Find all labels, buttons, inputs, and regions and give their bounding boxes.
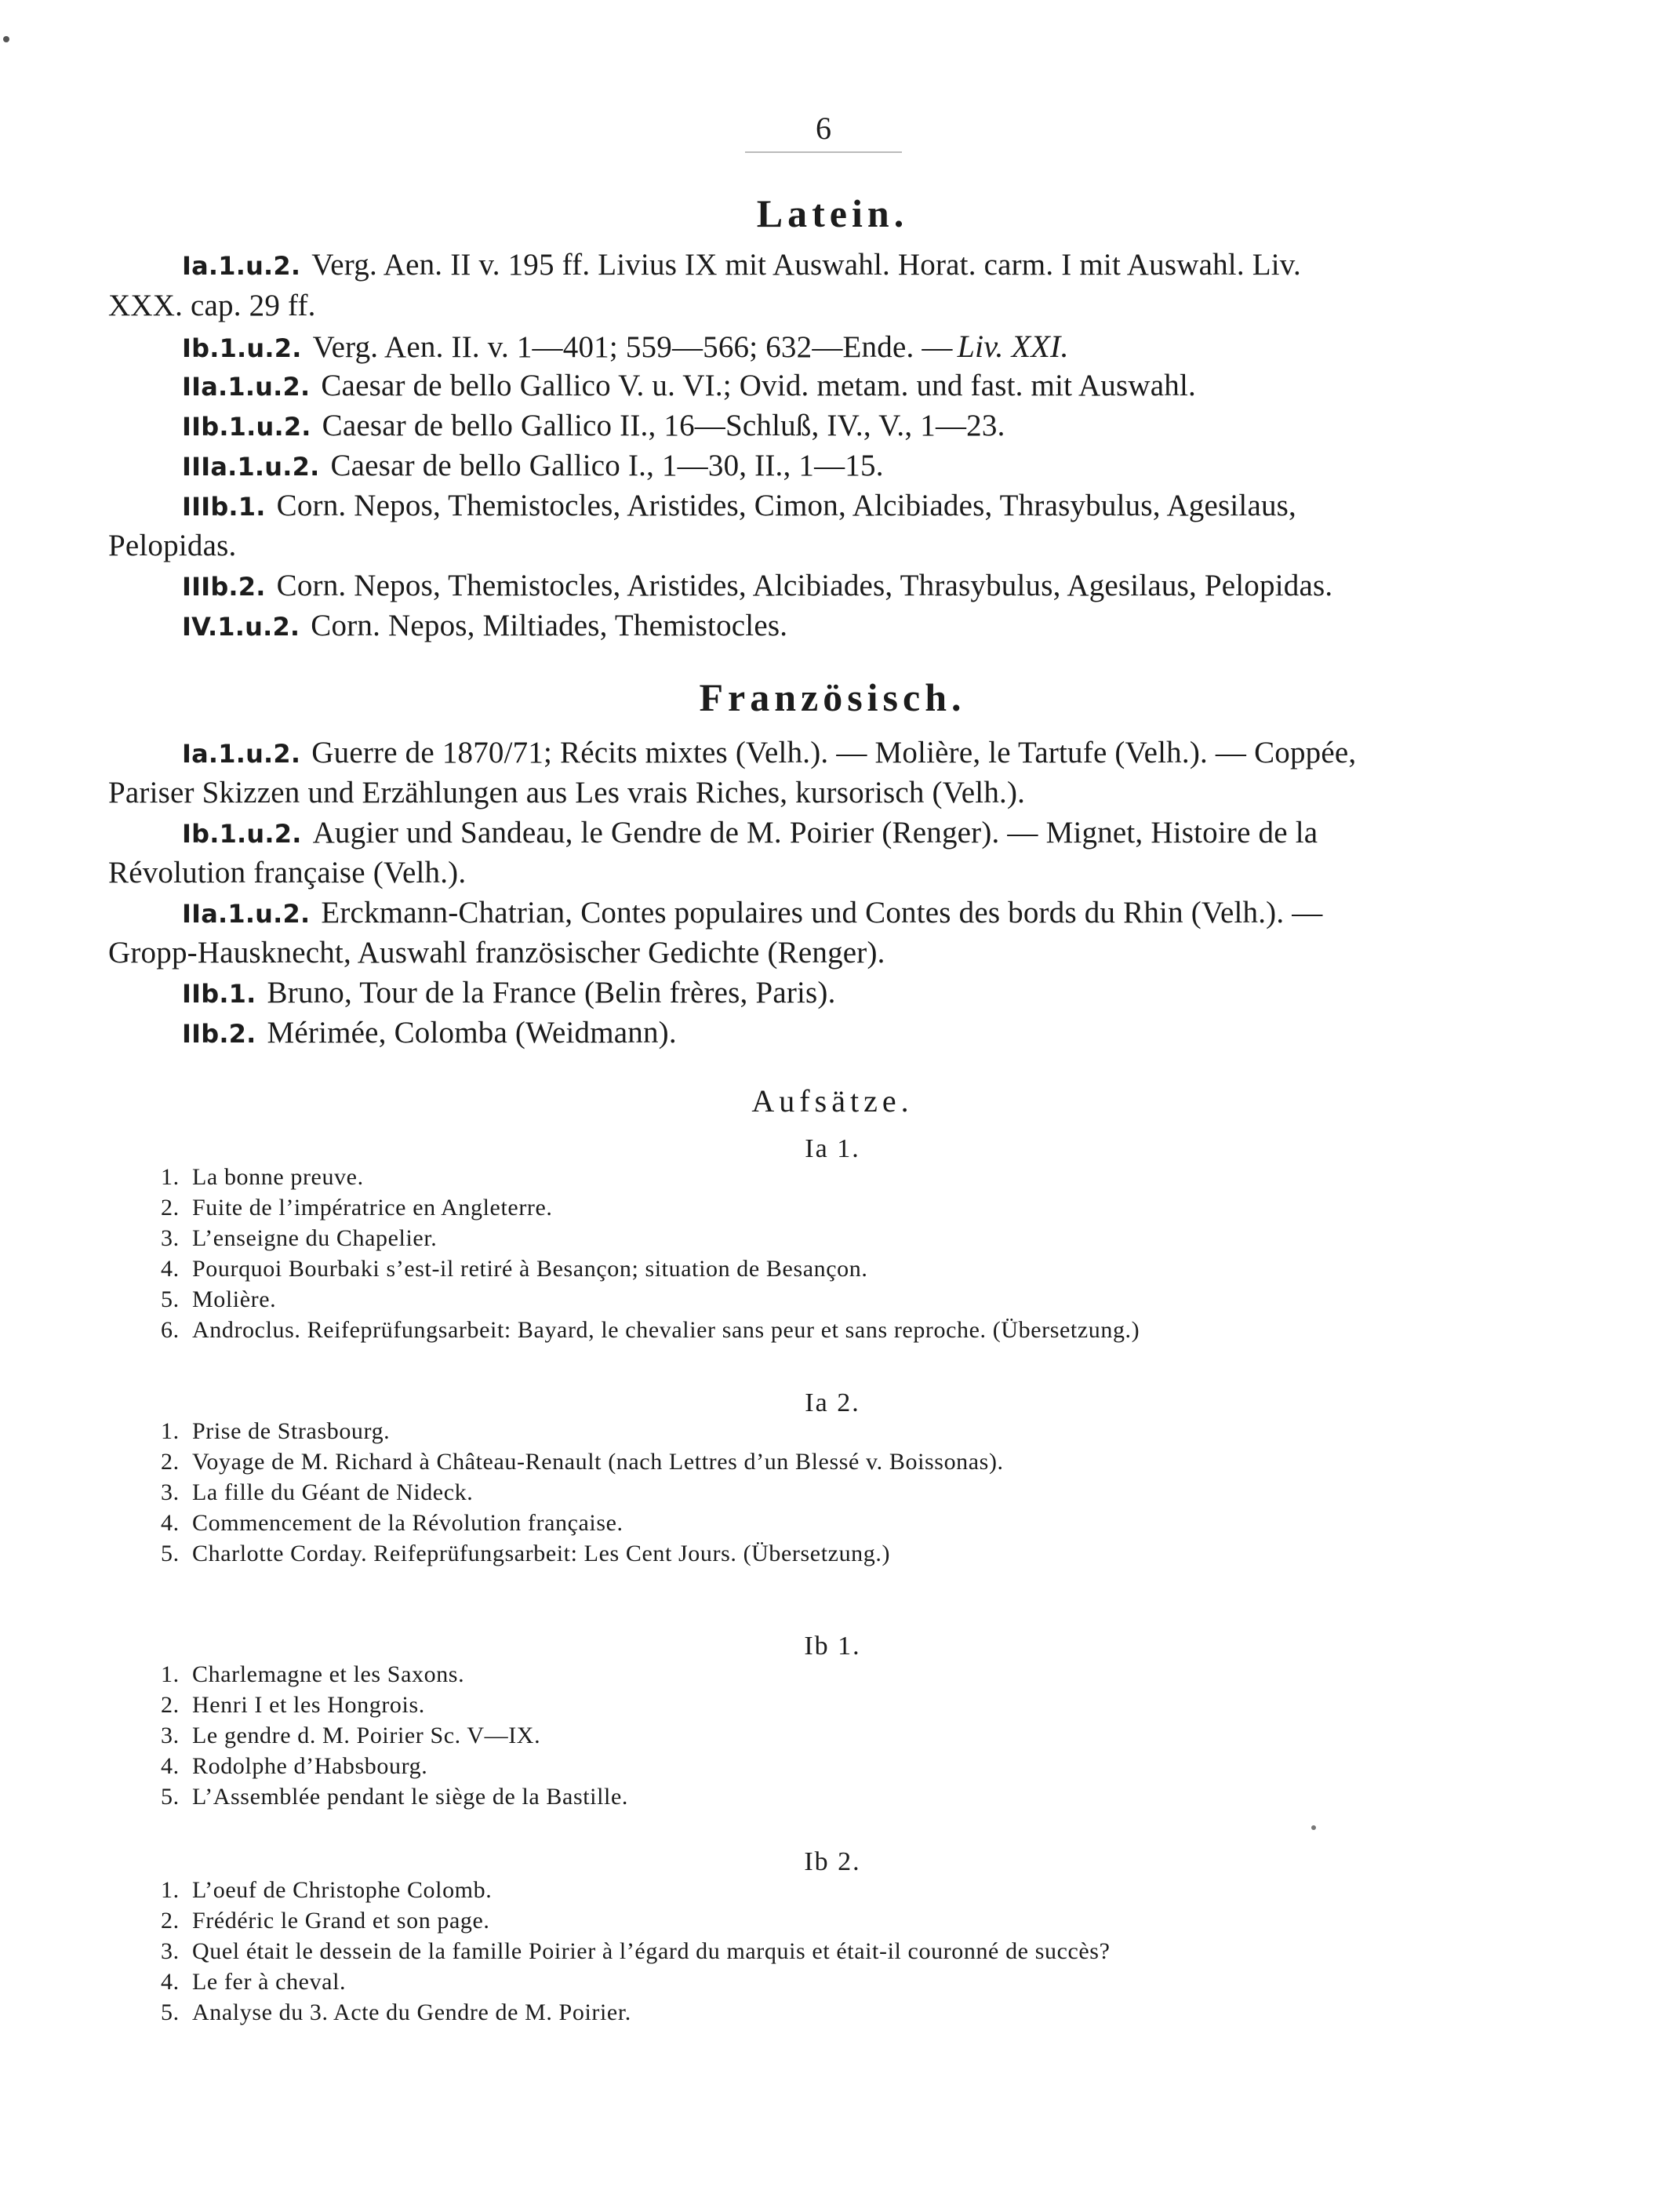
line-text: Caesar de bello Gallico V. u. VI.; Ovid. metam. und fast. mit Auswahl. — [321, 369, 1196, 402]
item-number: 1. — [161, 1661, 180, 1687]
item-number: 3. — [161, 1225, 180, 1251]
line-text: Gropp-Hausknecht, Auswahl französischer Gedichte (Renger). — [108, 936, 885, 970]
item-text: Frédéric le Grand et son page. — [192, 1908, 490, 1934]
item-text: Voyage de M. Richard à Château-Renault (nach Lettres d’un Blessé v. Boissonas). — [192, 1449, 1004, 1475]
essay-item — [161, 1753, 427, 1780]
latein-line — [182, 368, 1196, 403]
class-tag: IIb.2. — [182, 1019, 256, 1049]
class-tag: IIa.1.u.2. — [182, 899, 311, 929]
line-text: Caesar de bello Gallico II., 16—Schluß, IV., V., 1—23. — [322, 409, 1005, 442]
line-text: Verg. Aen. II v. 195 ff. Livius IX mit Auswahl. Horat. carm. I mit Auswahl. Liv. — [311, 248, 1301, 282]
essay-item — [161, 1999, 631, 2026]
item-text: Molière. — [192, 1286, 277, 1312]
item-text: Le gendre d. M. Poirier Sc. V—IX. — [192, 1723, 541, 1748]
line-text: Bruno, Tour de la France (Belin frères, Paris). — [267, 976, 836, 1010]
latein-line — [182, 328, 1069, 365]
handwritten-note: Liv. XXI. — [957, 329, 1069, 364]
franzoesisch-line — [108, 935, 885, 970]
essay-item — [161, 1479, 473, 1506]
class-tag: Ib.1.u.2. — [182, 819, 302, 849]
item-number: 3. — [161, 1723, 180, 1748]
item-number: 4. — [161, 1969, 180, 1995]
line-text: Caesar de bello Gallico I., 1—30, II., 1—15. — [330, 449, 884, 482]
group-label: Ia 2. — [805, 1388, 860, 1417]
franzoesisch-line — [108, 855, 466, 890]
essay-item — [161, 1286, 276, 1313]
essay-item — [161, 1784, 628, 1810]
latein-line — [108, 528, 236, 563]
franzoesisch-line — [108, 775, 1025, 810]
item-text: Fuite de l’impératrice en Angleterre. — [192, 1195, 553, 1221]
item-number: 2. — [161, 1449, 180, 1475]
line-text: XXX. cap. 29 ff. — [108, 289, 316, 322]
line-text: Corn. Nepos, Themistocles, Aristides, Alcibiades, Thrasybulus, Agesilaus, Pelopidas. — [276, 569, 1333, 602]
group-label: Ib 2. — [804, 1847, 861, 1876]
essay-item — [161, 1541, 890, 1567]
essay-item — [161, 1723, 540, 1749]
line-text: Guerre de 1870/71; Récits mixtes (Velh.). — Molière, le Tartufe (Velh.). — Coppée, — [311, 736, 1357, 769]
class-tag: IIIb.1. — [182, 492, 266, 522]
item-number: 3. — [161, 1479, 180, 1505]
essay-item — [161, 1418, 390, 1445]
item-number: 2. — [161, 1692, 180, 1718]
line-text: Pelopidas. — [108, 529, 237, 562]
item-text: La bonne preuve. — [192, 1164, 364, 1190]
item-text: Analyse du 3. Acte du Gendre de M. Poirier. — [192, 1999, 631, 2025]
item-text: Rodolphe d’Habsbourg. — [192, 1753, 428, 1779]
line-text: Corn. Nepos, Themistocles, Aristides, Cimon, Alcibiades, Thrasybulus, Agesilaus, — [276, 489, 1297, 522]
margin-speck — [1311, 1825, 1316, 1830]
class-tag: IIb.1. — [182, 979, 256, 1009]
latein-line — [108, 288, 316, 323]
latein-line — [182, 568, 1332, 603]
essay-item — [161, 1164, 364, 1191]
line-text: Mérimée, Colomba (Weidmann). — [267, 1016, 677, 1050]
item-text: La fille du Géant de Nideck. — [192, 1479, 474, 1505]
item-number: 5. — [161, 1784, 180, 1810]
class-tag: IIb.1.u.2. — [182, 412, 311, 442]
franzoesisch-line — [182, 975, 836, 1010]
page-number: 6 — [816, 111, 831, 146]
item-text: Pourquoi Bourbaki s’est-il retiré à Besançon; situation de Besançon. — [192, 1256, 868, 1282]
item-number: 4. — [161, 1256, 180, 1282]
franzoesisch-line — [182, 895, 1322, 930]
line-text: Pariser Skizzen und Erzählungen aus Les vrais Riches, kursorisch (Velh.). — [108, 776, 1026, 809]
item-text: L’oeuf de Christophe Colomb. — [192, 1877, 493, 1903]
essay-item — [161, 1692, 425, 1719]
essay-item — [161, 1256, 867, 1282]
line-text: Révolution française (Velh.). — [108, 856, 467, 890]
line-text: Verg. Aen. II. v. 1—401; 559—566; 632—Ende. — — [312, 330, 953, 364]
essay-item — [161, 1661, 464, 1688]
item-number: 2. — [161, 1908, 180, 1934]
essay-item — [161, 1969, 346, 1996]
class-tag: IIIb.2. — [182, 572, 266, 602]
page-number-rule — [745, 151, 902, 153]
item-number: 6. — [161, 1317, 180, 1343]
latein-line — [182, 488, 1296, 523]
franzoesisch-line — [182, 1015, 677, 1050]
item-text: L’Assemblée pendant le siège de la Bastille. — [192, 1784, 628, 1810]
franzoesisch-line — [182, 735, 1356, 770]
class-tag: Ib.1.u.2. — [182, 333, 302, 363]
essay-item — [161, 1225, 437, 1252]
item-text: Commencement de la Révolution française. — [192, 1510, 623, 1536]
item-text: L’enseigne du Chapelier. — [192, 1225, 438, 1251]
latein-line — [182, 247, 1301, 282]
item-text: Charlotte Corday. Reifeprüfungsarbeit: Les Cent Jours. (Übersetzung.) — [192, 1541, 891, 1566]
essay-item — [161, 1449, 1004, 1475]
franzoesisch-heading: Französisch. — [699, 675, 966, 719]
item-text: Prise de Strasbourg. — [192, 1418, 391, 1444]
class-tag: IIa.1.u.2. — [182, 372, 311, 402]
item-text: Le fer à cheval. — [192, 1969, 347, 1995]
item-text: Androclus. Reifeprüfungsarbeit: Bayard, le chevalier sans peur et sans reproche. (Übersetzung.) — [192, 1317, 1140, 1343]
essay-item — [161, 1510, 623, 1537]
item-number: 1. — [161, 1877, 180, 1903]
margin-speck — [3, 36, 9, 42]
latein-heading: Latein. — [756, 191, 909, 235]
item-number: 5. — [161, 1286, 180, 1312]
franzoesisch-line — [182, 815, 1318, 850]
item-number: 4. — [161, 1753, 180, 1779]
line-text: Augier und Sandeau, le Gendre de M. Poirier (Renger). — Mignet, Histoire de la — [312, 816, 1318, 850]
line-text: Corn. Nepos, Miltiades, Themistocles. — [311, 609, 788, 642]
item-number: 3. — [161, 1938, 180, 1964]
class-tag: IIIa.1.u.2. — [182, 452, 320, 482]
item-number: 1. — [161, 1418, 180, 1444]
item-number: 5. — [161, 1541, 180, 1566]
latein-line — [182, 608, 787, 643]
essay-item — [161, 1317, 1140, 1344]
item-number: 2. — [161, 1195, 180, 1221]
class-tag: Ia.1.u.2. — [182, 251, 301, 281]
item-number: 1. — [161, 1164, 180, 1190]
class-tag: IV.1.u.2. — [182, 612, 300, 642]
item-number: 5. — [161, 1999, 180, 2025]
essay-item — [161, 1908, 490, 1934]
item-text: Henri I et les Hongrois. — [192, 1692, 425, 1718]
essay-item — [161, 1938, 1111, 1965]
group-label: Ib 1. — [804, 1632, 861, 1661]
aufsaetze-heading: Aufsätze. — [751, 1083, 914, 1119]
item-text: Charlemagne et les Saxons. — [192, 1661, 465, 1687]
class-tag: Ia.1.u.2. — [182, 739, 301, 769]
essay-item — [161, 1877, 492, 1904]
line-text: Erckmann-Chatrian, Contes populaires und Contes des bords du Rhin (Velh.). — — [321, 896, 1323, 930]
essay-item — [161, 1195, 553, 1221]
latein-line — [182, 408, 1005, 443]
group-label: Ia 1. — [805, 1134, 860, 1163]
item-number: 4. — [161, 1510, 180, 1536]
latein-line — [182, 448, 884, 483]
item-text: Quel était le dessein de la famille Poirier à l’égard du marquis et était-il couronné de succès? — [192, 1938, 1111, 1964]
